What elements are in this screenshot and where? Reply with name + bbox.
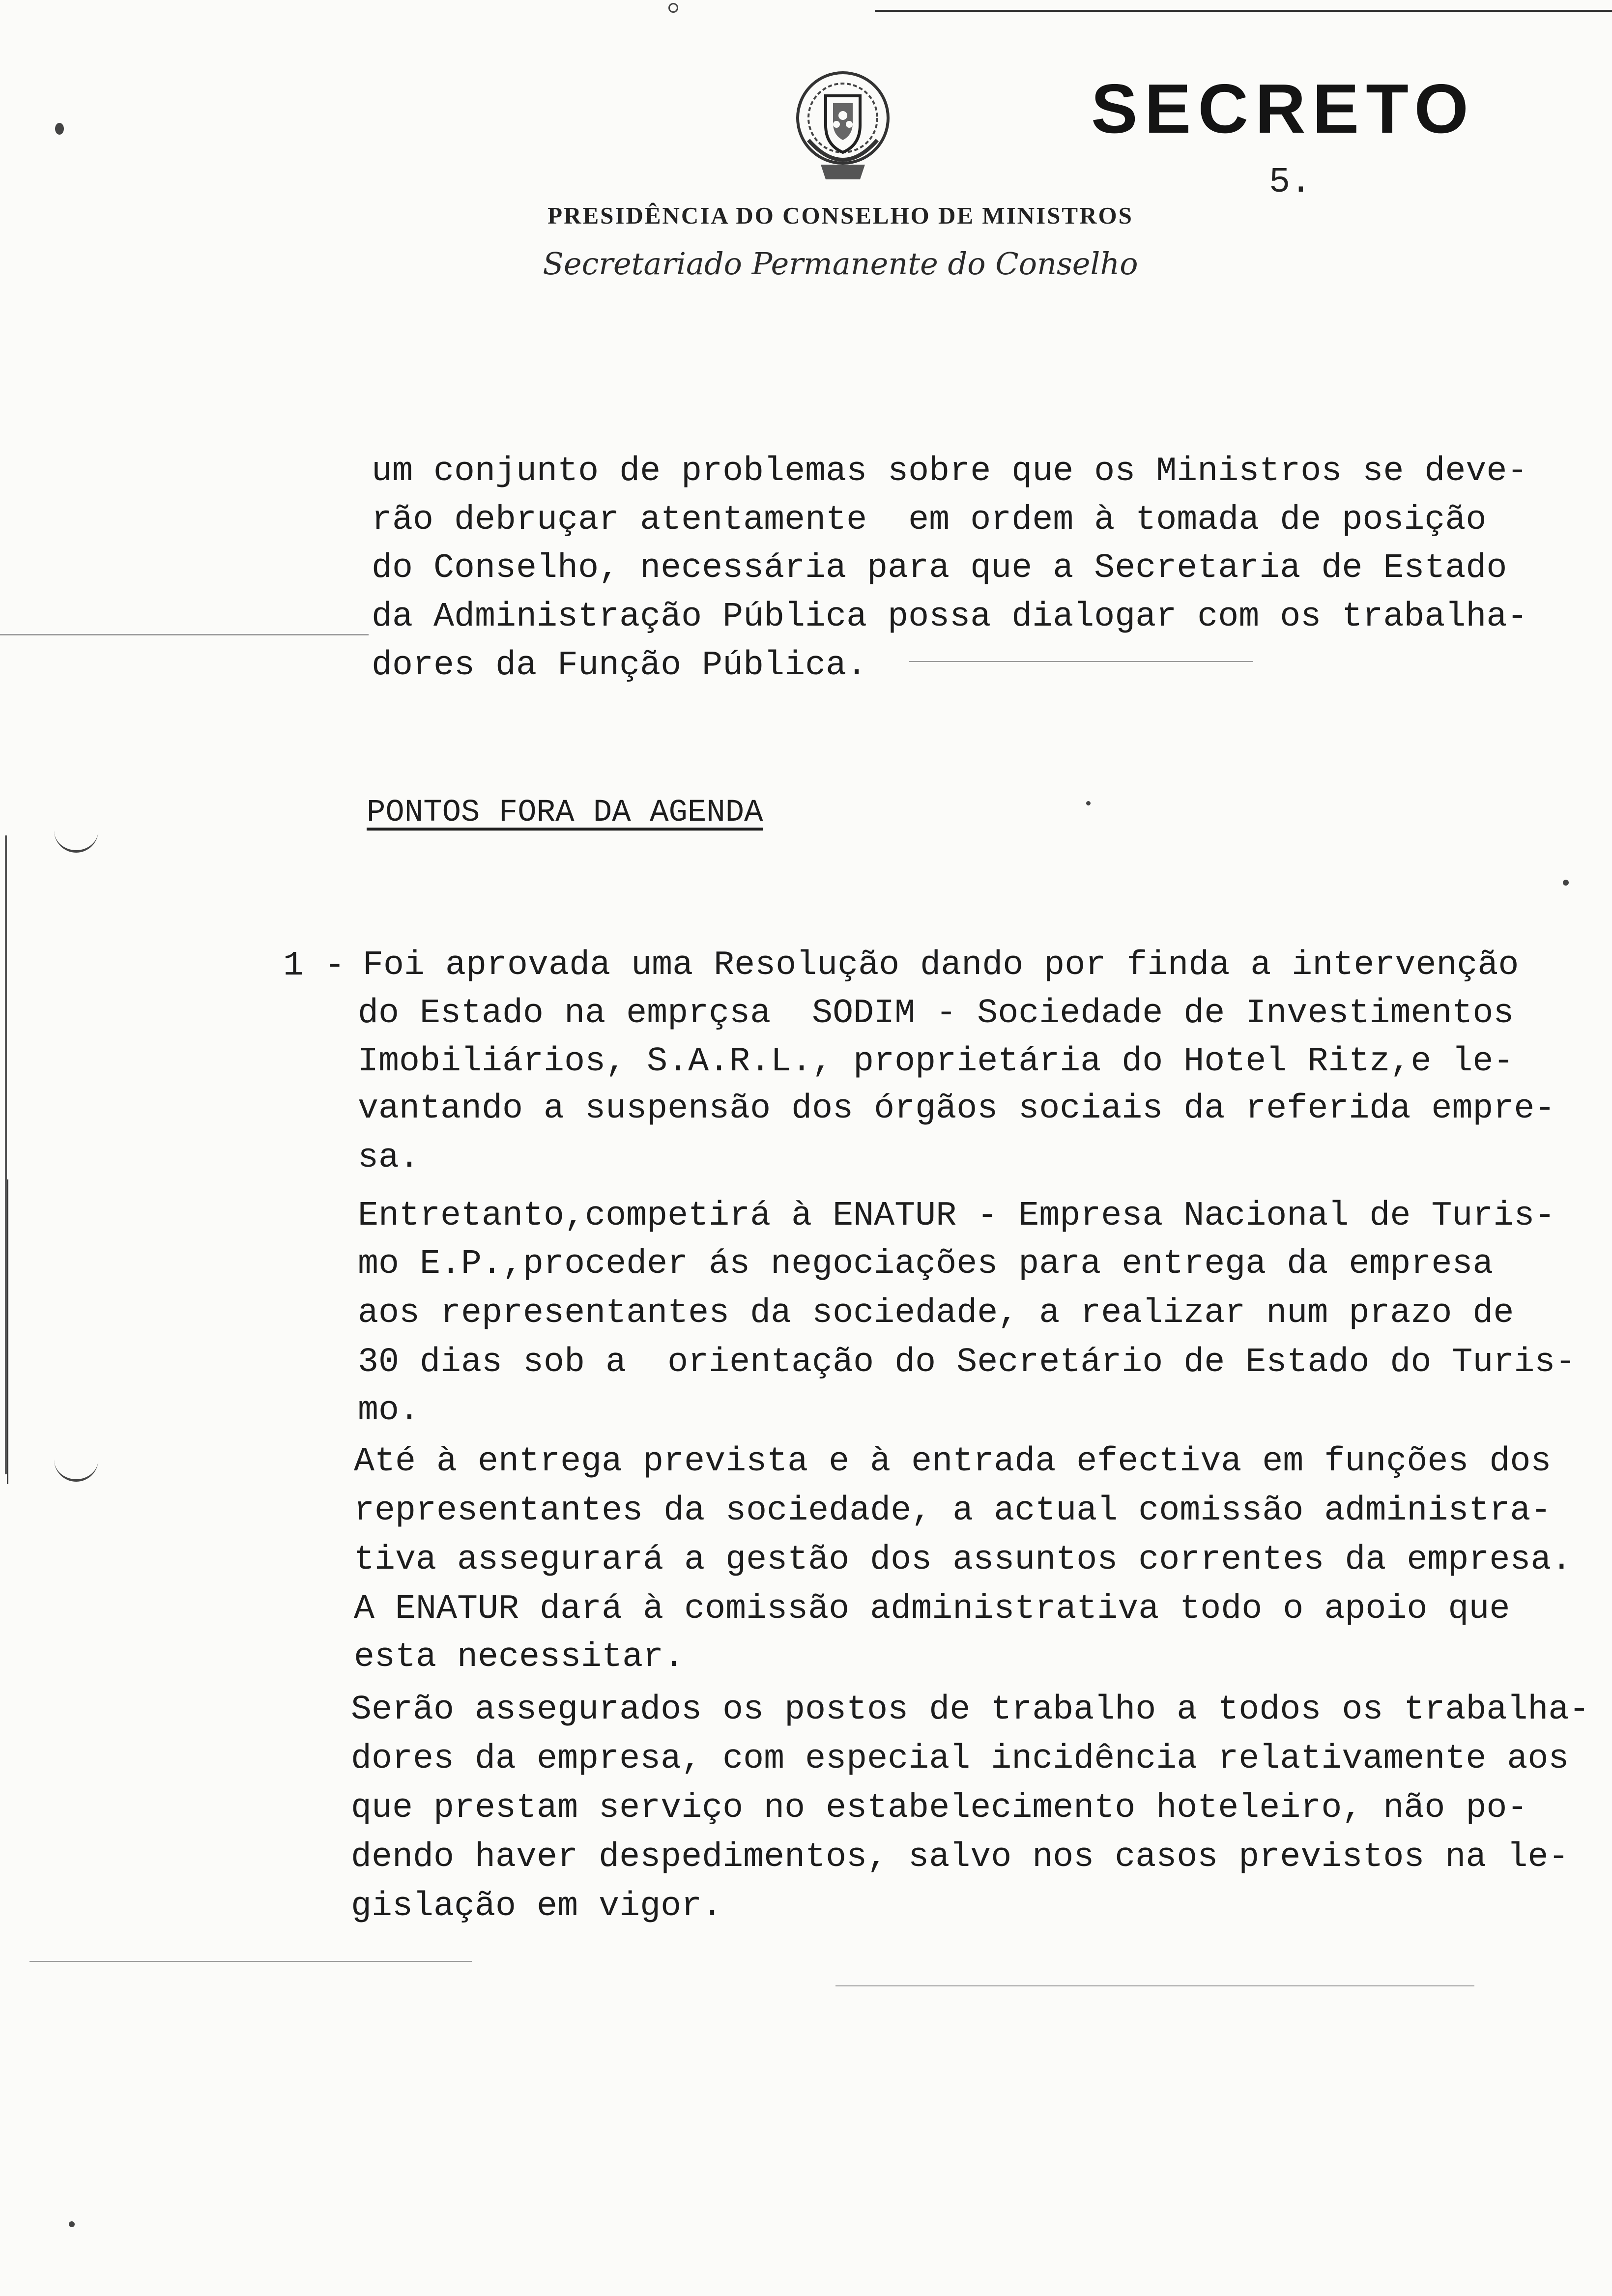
intro-line: da Administração Pública possa dialogar com os trabalha-	[372, 598, 1528, 636]
scan-binding-mark	[54, 831, 98, 853]
item-line: dores da empresa, com especial incidência relativamente aos	[351, 1740, 1569, 1779]
item-line: gislação em vigor.	[351, 1887, 723, 1926]
item-line: sa.	[358, 1139, 420, 1177]
item-line: do Estado na emprçsa SODIM - Sociedade de Investimentos	[358, 994, 1514, 1033]
institution-title: PRESIDÊNCIA DO CONSELHO DE MINISTROS	[547, 202, 1133, 229]
scan-dashed-line	[29, 1961, 472, 1962]
item-line: Até à entrega prevista e à entrada efectiva em funções dos	[354, 1442, 1552, 1481]
scan-dashed-line	[0, 634, 369, 635]
item-line: A ENATUR dará à comissão administrativa todo o apoio que	[354, 1590, 1510, 1629]
scan-left-edge-dark	[7, 1179, 8, 1484]
item-number: 1 -	[283, 947, 345, 985]
scan-top-rule	[875, 10, 1612, 12]
item-line: Foi aprovada uma Resolução dando por finda a intervenção	[363, 946, 1519, 985]
item-line: mo E.P.,proceder ás negociações para entrega da empresa	[358, 1245, 1494, 1284]
scan-dashed-line	[835, 1985, 1474, 1986]
item-line: vantando a suspensão dos órgãos sociais da referida empre-	[358, 1090, 1555, 1128]
item-line: Imobiliários, S.A.R.L., proprietária do Hotel Ritz,e le-	[358, 1042, 1514, 1081]
item-line: tiva assegurará a gestão dos assuntos correntes da empresa.	[354, 1541, 1572, 1579]
intro-line: dores da Função Pública.	[372, 646, 867, 685]
page-number: 5.	[1269, 162, 1312, 202]
item-line: que prestam serviço no estabelecimento hoteleiro, não po-	[351, 1789, 1528, 1828]
item-line: representantes da sociedade, a actual comissão administra-	[354, 1492, 1552, 1530]
intro-line: um conjunto de problemas sobre que os Ministros se deve-	[372, 452, 1528, 491]
scan-dot	[668, 3, 678, 13]
scan-speck	[1563, 880, 1569, 886]
item-line: Serão assegurados os postos de trabalho a todos os trabalha-	[351, 1691, 1590, 1729]
scan-binding-mark	[54, 1460, 98, 1482]
section-title: PONTOS FORA DA AGENDA	[367, 795, 763, 831]
item-line: aos representantes da sociedade, a realizar num prazo de	[358, 1294, 1514, 1333]
classification-stamp: SECRETO	[1091, 70, 1475, 148]
scan-speck	[55, 123, 64, 135]
intro-line: do Conselho, necessária para que a Secretaria de Estado	[372, 549, 1507, 588]
coat-of-arms-icon	[791, 66, 894, 189]
institution-subtitle: Secretariado Permanente do Conselho	[543, 246, 1138, 282]
item-line: esta necessitar.	[354, 1638, 685, 1677]
intro-line: rão debruçar atentamente em ordem à tomada de posição	[372, 501, 1487, 540]
item-line: Entretanto,competirá à ENATUR - Empresa Nacional de Turis-	[358, 1197, 1555, 1235]
scan-dashed-line	[909, 661, 1253, 662]
item-line: mo.	[358, 1391, 420, 1430]
scan-speck	[69, 2221, 75, 2227]
scan-speck	[1086, 801, 1091, 805]
item-line: dendo haver despedimentos, salvo nos casos previstos na le-	[351, 1838, 1569, 1877]
item-line: 30 dias sob a orientação do Secretário de Estado do Turis-	[358, 1343, 1576, 1382]
